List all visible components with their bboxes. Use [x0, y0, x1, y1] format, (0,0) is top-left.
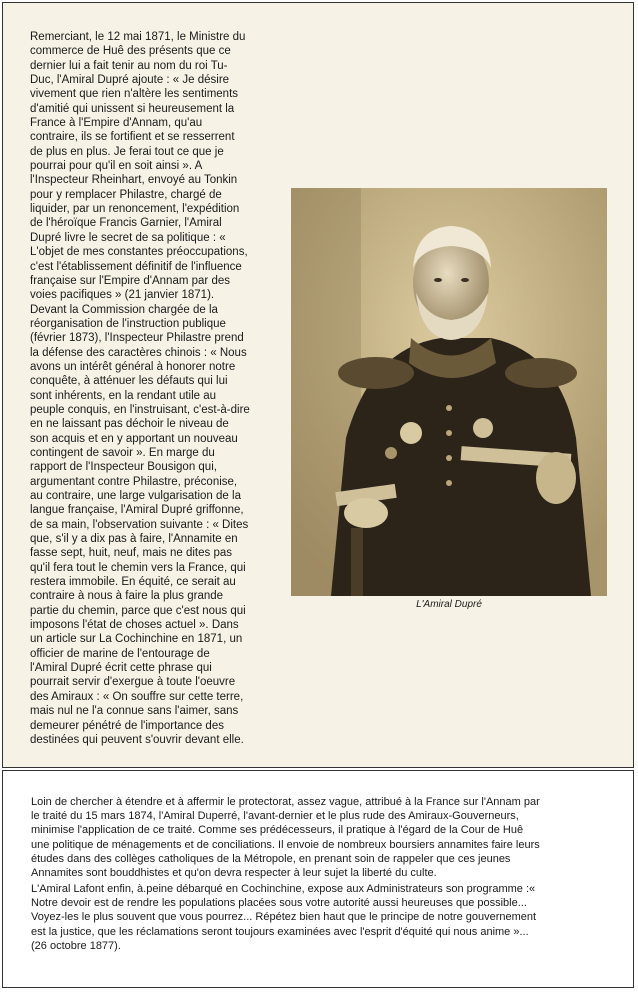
- paragraph-duperre: Loin de chercher à étendre et à affermir le protectorat, assez vague, attribué à la France sur l'Annam par le traité du 15 mars 1874, l'Amiral Duperré, l'avant-dernier et le plus rude des Amiraux-Gouverneurs, minimise l'application de ce traité. Comme ses prédécesseurs, il pratique à l'égard de la Cour de Huê une politique de ménagements et de conciliations. Il envoie de nombreux boursiers annamites faire leurs études dans des collèges catholiques de la Métropole, en prenant soin de rappeler que ces jeunes Annamites sont bouddhistes et qu'on devra respecter à leur sujet la liberté du culte.: [31, 796, 540, 880]
- portrait-caption: L'Amiral Dupré: [416, 599, 482, 610]
- admiral-portrait-image: [291, 188, 607, 596]
- bottom-article-box: [2, 770, 634, 988]
- paragraph-lafont: L'Amiral Lafont enfin, à.peine débarqué en Cochinchine, expose aux Administrateurs son programme :« Notre devoir est de rendre les populations placées sous votre autorité aussi heureuses que possible... Voyez-les le plus souvent que vous pourrez... Répétez bien haut que le principe de notre gouvernement est la justice, que les réclamations seront toujours examinées avec l'esprit d'équité qui nous anime »... (26 octobre 1877).: [31, 883, 537, 952]
- portrait-photo: [291, 188, 607, 596]
- top-article-box: [2, 2, 634, 768]
- article-main-text: Remerciant, le 12 mai 1871, le Ministre du commerce de Huê des présents que ce dernier lui a fait tenir au nom du roi Tu- Duc, l'Amiral Dupré ajoute : « Je désire vivement que rien n'altère les sentiments d'amitié qui unissent si heureusement la France à l'Empire d'Annam, qu'au contraire, ils se fortifient et se resserrent de plus en plus. Je ferai tout ce que je pourrai pour qu'il en soit ainsi ». A l'Inspecteur Rheinhart, envoyé au Tonkin pour y remplacer Philastre, chargé de liquider, par un renoncement, l'expédition de l'héroïque Francis Garnier, l'Amiral Dupré livre le secret de sa politique : « L'objet de mes constantes préoccupations, c'est l'établissement définitif de l'influence française sur l'Empire d'Annam par des voies pacifiques » (21 janvier 1871). Devant la Commission chargée de la réorganisation de l'instruction publique (février 1873), l'Inspecteur Philastre prend la défense des caractères chinois : « Nous avons un intérêt général à honorer notre conquête, à atténuer les défauts qui lui sont inhérents, en la rendant utile au peuple conquis, en l'instruisant, c'est-à-dire en ne laissant pas déchoir le niveau de son acquis et en y apportant un nouveau contingent de savoir ». En marge du rapport de l'Inspecteur Bousigon qui, argumentant contre Philastre, préconise, au contraire, une large vulgarisation de la langue française, l'Amiral Dupré griffonne, de sa main, l'observation suivante : « Dites que, s'il y a dix pas à faire, l'Annamite en fasse sept, huit, neuf, mais ne dites pas qu'il fera tout le chemin vers la France, qui restera immobile. En équité, ce serait au contraire à nous à faire la plus grande partie du chemin, parce que c'est nous qui imposons l'état de choses actuel ». Dans un article sur La Cochinchine en 1871, un officier de marine de l'entourage de l'Amiral Dupré écrit cette phrase qui pourrait servir d'exergue à toute l'oeuvre des Amiraux : « On souffre sur cette terre, mais nul ne l'a connue sans l'aimer, sans demeurer pénétré de l'importance des destinées qui peuvent s'ouvrir devant elle.: [30, 31, 250, 746]
